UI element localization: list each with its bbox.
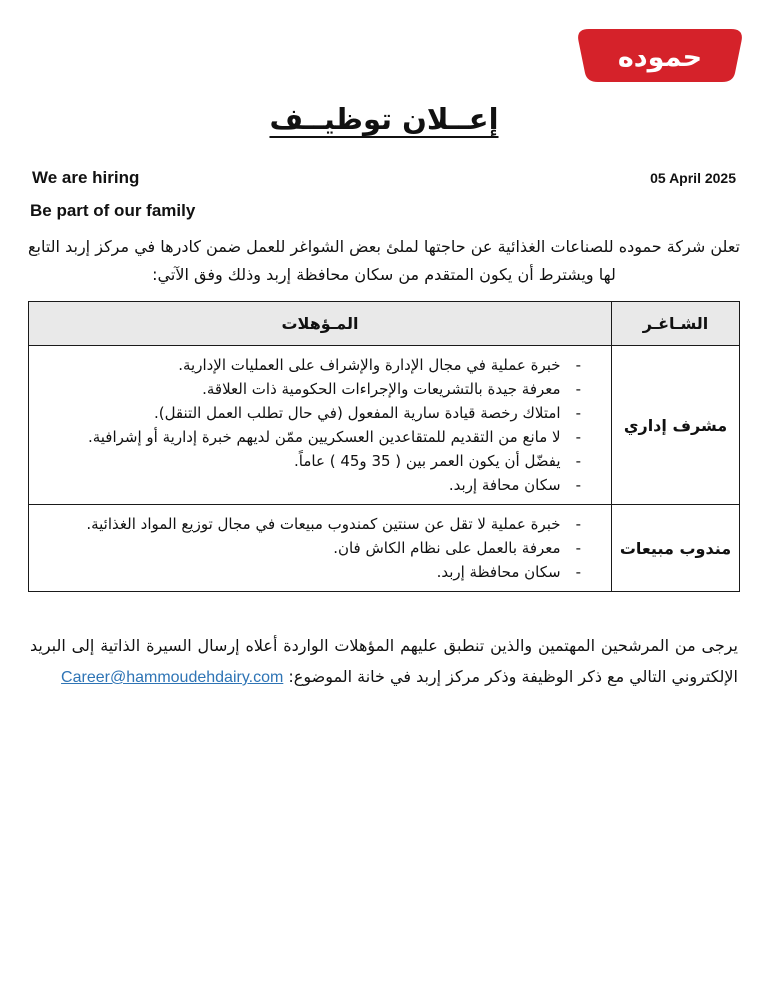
- vacancy-column-header: الشـاغـر: [612, 302, 740, 346]
- logo-row: [28, 28, 740, 86]
- qualification-text: خبرة عملية في مجال الإدارة والإشراف على العمليات الإدارية.: [178, 356, 561, 374]
- hammoudeh-logo-shape: [574, 28, 746, 83]
- page-title: إعــلان توظيــف: [269, 102, 499, 136]
- email-link[interactable]: Career@hammoudehdairy.com: [61, 669, 284, 686]
- qualification-item: [39, 401, 581, 425]
- hammoudeh-logo-text: حموده: [617, 42, 703, 73]
- qualification-text: سكان محافة إربد.: [448, 476, 561, 494]
- bullet-dash: -: [575, 380, 581, 398]
- qualification-text: معرفة بالعمل على نظام الكاش فان.: [333, 539, 561, 557]
- qualification-text: يفضّل أن يكون العمر بين ( 35 و45 ) عاماً.: [294, 452, 561, 470]
- qualification-item: [39, 512, 581, 536]
- bullet-dash: -: [575, 539, 581, 557]
- qualification-item: [39, 353, 581, 377]
- qualifications-list: [39, 353, 581, 497]
- bullet-dash: -: [575, 404, 581, 422]
- qualification-item: [39, 425, 581, 449]
- qualification-item: [39, 536, 581, 560]
- vacancy-title: مشرف إداري: [612, 346, 740, 505]
- vacancies-table: [28, 301, 740, 592]
- qualification-item: [39, 560, 581, 584]
- application-instructions-text: يرجى من المرشحين المهتمين والذين تنطبق عليهم المؤهلات الواردة أعلاه إرسال السيرة الذاتية إلى البريد الإلكتروني التالي مع ذكر الوظيفة وذكر مركز إربد في خانة الموضوع:: [30, 636, 738, 686]
- bullet-dash: -: [575, 563, 581, 581]
- qualifications-cell: [29, 505, 612, 592]
- bullet-dash: -: [575, 356, 581, 374]
- qualifications-list: [39, 512, 581, 584]
- qualification-text: خبرة عملية لا تقل عن سنتين كمندوب مبيعات في مجال توزيع المواد الغذائية.: [86, 515, 561, 533]
- table-header-row: [29, 302, 740, 346]
- application-instructions: [28, 630, 740, 693]
- family-heading: Be part of our family: [30, 201, 196, 220]
- vacancy-title: مندوب مبيعات: [612, 505, 740, 592]
- bullet-dash: -: [575, 515, 581, 533]
- qualification-item: [39, 449, 581, 473]
- qualification-text: لا مانع من التقديم للمتقاعدين العسكريين ممّن لديهم خبرة إدارية أو إشرافية.: [87, 428, 561, 446]
- qualification-item: [39, 377, 581, 401]
- bullet-dash: -: [575, 428, 581, 446]
- qualification-text: معرفة جيدة بالتشريعات والإجراءات الحكومية ذات العلاقة.: [202, 380, 561, 398]
- qualifications-cell: [29, 346, 612, 505]
- bullet-dash: -: [575, 452, 581, 470]
- table-row: [29, 346, 740, 505]
- hammoudeh-logo: [574, 28, 746, 83]
- qualifications-column-header: المـؤهلات: [29, 302, 612, 346]
- qualification-text: سكان محافظة إربد.: [436, 563, 561, 581]
- table-row: [29, 505, 740, 592]
- subheading-row: [28, 168, 740, 188]
- qualification-text: امتلاك رخصة قيادة سارية المفعول (في حال تطلب العمل التنقل).: [153, 404, 561, 422]
- qualification-item: [39, 473, 581, 497]
- bullet-dash: -: [575, 476, 581, 494]
- intro-paragraph: تعلن شركة حموده للصناعات الغذائية عن حاجتها لملئ بعض الشواغر للعمل ضمن كادرها في مركز إربد التابع لها ويشترط أن يكون المتقدم من سكان محافظة إربد وذلك وفق الآتي:: [28, 237, 740, 284]
- we-are-hiring-heading: We are hiring: [32, 168, 140, 187]
- date-label: 05 April 2025: [650, 170, 736, 186]
